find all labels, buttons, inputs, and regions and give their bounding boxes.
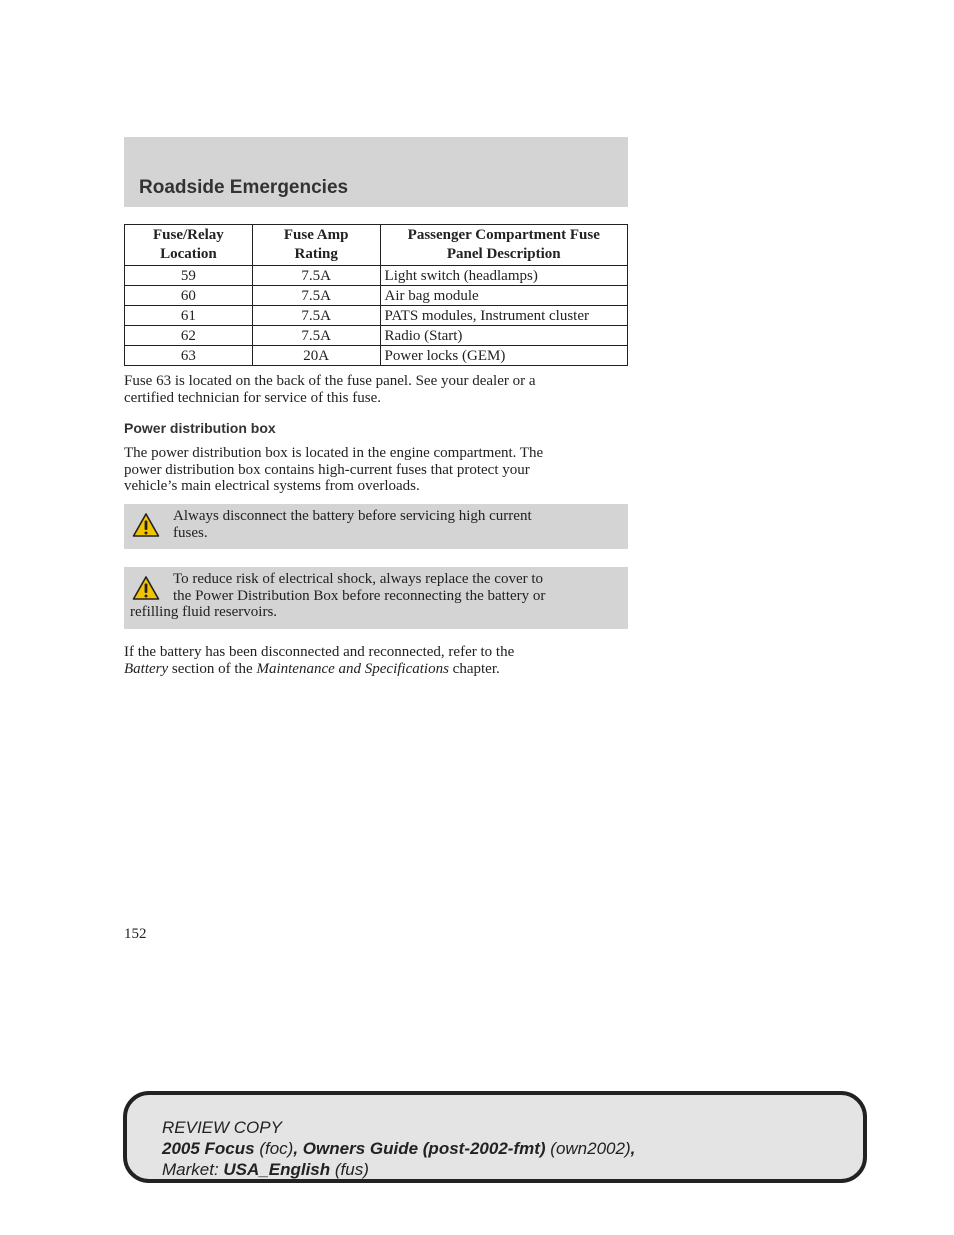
section-body: The power distribution box is located in the engine compartment. The power distribution box contains high-current fuses that protect your vehicle’s main electrical systems from overloads. bbox=[124, 445, 544, 494]
maintenance-chapter-ref: Maintenance and Specifications bbox=[256, 660, 449, 677]
table-header-row bbox=[125, 225, 628, 266]
warning-text: Always disconnect the battery before servicing high current fuses. bbox=[173, 508, 532, 541]
fuse-description: PATS modules, Instrument cluster bbox=[380, 306, 627, 326]
column-header-description: Passenger Compartment Fuse Panel Description bbox=[380, 225, 627, 266]
battery-section-ref: Battery bbox=[124, 660, 169, 677]
page-title: Roadside Emergencies bbox=[139, 177, 349, 198]
table-row bbox=[125, 346, 628, 366]
review-footer bbox=[123, 1091, 867, 1183]
column-header-location: Fuse/Relay Location bbox=[125, 225, 253, 266]
fuse-location: 61 bbox=[125, 306, 253, 326]
fuse-table bbox=[124, 224, 628, 366]
fuse-rating: 7.5A bbox=[252, 306, 380, 326]
table-row bbox=[125, 266, 628, 286]
fuse63-note: Fuse 63 is located on the back of the fuse panel. See your dealer or a certified technician for service of this fuse. bbox=[124, 373, 536, 406]
footer-market-line: Market: USA_English (fus) bbox=[162, 1160, 369, 1179]
section-heading: Power distribution box bbox=[124, 420, 276, 436]
fuse-description: Light switch (headlamps) bbox=[380, 266, 627, 286]
fuse-description: Radio (Start) bbox=[380, 326, 627, 346]
fuse-location: 59 bbox=[125, 266, 253, 286]
fuse-description: Air bag module bbox=[380, 286, 627, 306]
fuse-description: Power locks (GEM) bbox=[380, 346, 627, 366]
battery-reference: If the battery has been disconnected and reconnected, refer to the Battery section of the Maintenance and Specifications chapter. bbox=[124, 644, 515, 677]
review-copy-label: REVIEW COPY bbox=[162, 1118, 282, 1137]
table-row bbox=[125, 286, 628, 306]
warning-text: To reduce risk of electrical shock, always replace the cover to the Power Distribution Box before reconnecting the battery or refilling fluid reservoirs. bbox=[130, 571, 546, 620]
warning-box-battery bbox=[124, 504, 628, 549]
page-number: 152 bbox=[124, 926, 147, 942]
warning-box-shock bbox=[124, 567, 628, 629]
fuse-rating: 7.5A bbox=[252, 286, 380, 306]
fuse-rating: 7.5A bbox=[252, 326, 380, 346]
column-header-rating: Fuse Amp Rating bbox=[252, 225, 380, 266]
section-header-band bbox=[124, 137, 628, 207]
table-row bbox=[125, 306, 628, 326]
fuse-rating: 20A bbox=[252, 346, 380, 366]
fuse-location: 63 bbox=[125, 346, 253, 366]
table-row bbox=[125, 326, 628, 346]
fuse-location: 60 bbox=[125, 286, 253, 306]
footer-model-line: 2005 Focus (foc), Owners Guide (post-2002-fmt) (own2002), bbox=[162, 1139, 636, 1158]
fuse-location: 62 bbox=[125, 326, 253, 346]
fuse-rating: 7.5A bbox=[252, 266, 380, 286]
